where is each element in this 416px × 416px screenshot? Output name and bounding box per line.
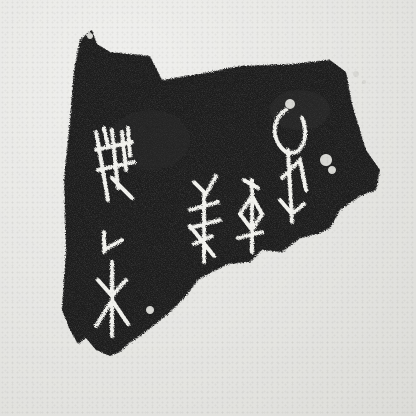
fragment-texture xyxy=(60,30,390,360)
